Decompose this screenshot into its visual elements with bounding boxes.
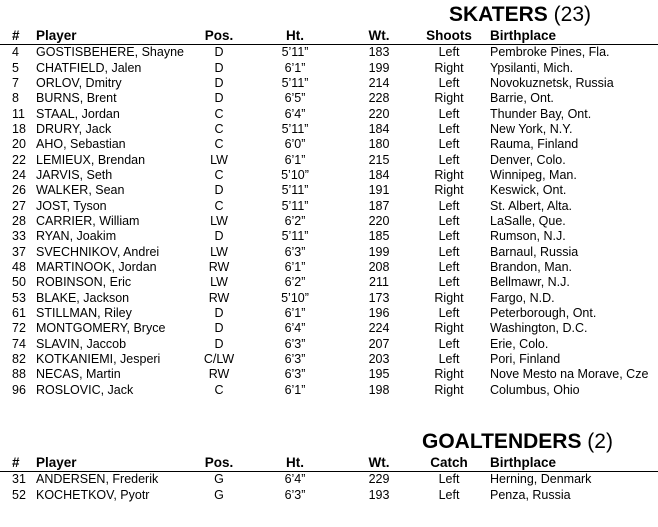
position: LW [210, 275, 228, 290]
player-name: JARVIS, Seth [36, 167, 113, 182]
jersey-number: 50 [12, 275, 26, 290]
header-height: Ht. [240, 455, 350, 472]
player-name: STILLMAN, Riley [36, 306, 132, 321]
birthplace: Keswick, Ont. [490, 183, 567, 198]
skaters-count: (23) [553, 3, 591, 26]
shoots: Left [438, 306, 460, 321]
height: 6’4” [284, 321, 306, 336]
height: 6’2” [284, 275, 306, 290]
height: 6’2” [284, 213, 306, 228]
jersey-number: 18 [12, 121, 26, 136]
jersey-number: 7 [12, 75, 19, 90]
player-name: LEMIEUX, Brendan [36, 152, 146, 167]
birthplace: Herning, Denmark [490, 472, 592, 487]
table-row [0, 214, 658, 229]
table-row [0, 76, 658, 91]
weight: 214 [368, 75, 390, 90]
table-row [0, 275, 658, 290]
player-name: CARRIER, William [36, 213, 140, 228]
birthplace: Thunder Bay, Ont. [490, 106, 592, 121]
height: 6’1” [284, 60, 306, 75]
height: 6’3” [284, 367, 306, 382]
position: D [214, 75, 224, 90]
height: 6’3” [284, 336, 306, 351]
shoots: Left [438, 213, 460, 228]
position: D [214, 336, 224, 351]
height: 5’11” [281, 75, 309, 90]
birthplace: Barrie, Ont. [490, 91, 554, 106]
player-name: MONTGOMERY, Bryce [36, 321, 166, 336]
birthplace: Novokuznetsk, Russia [490, 75, 614, 90]
table-row [0, 183, 658, 198]
jersey-number: 27 [12, 198, 26, 213]
player-name: ROBINSON, Eric [36, 275, 132, 290]
player-name: DRURY, Jack [36, 121, 112, 136]
shoots: Left [438, 198, 460, 213]
jersey-number: 52 [12, 487, 26, 502]
height: 6’3” [284, 352, 306, 367]
weight: 220 [368, 213, 390, 228]
position: RW [208, 367, 230, 382]
goaltenders-table [0, 455, 658, 503]
birthplace: New York, N.Y. [490, 121, 573, 136]
weight: 195 [368, 367, 390, 382]
jersey-number: 61 [12, 306, 26, 321]
position: G [214, 487, 224, 502]
weight: 199 [368, 60, 390, 75]
table-row [0, 60, 658, 75]
header-position: Pos. [198, 28, 240, 45]
position: D [214, 60, 224, 75]
birthplace: Fargo, N.D. [490, 290, 555, 305]
position: D [214, 183, 224, 198]
weight: 183 [368, 45, 390, 60]
height: 5’11” [281, 183, 309, 198]
skaters-title-text: SKATERS [449, 3, 548, 26]
jersey-number: 53 [12, 290, 26, 305]
weight: 196 [368, 306, 390, 321]
shoots: Right [434, 60, 464, 75]
table-row [0, 122, 658, 137]
shoots: Left [438, 137, 460, 152]
shoots: Right [434, 167, 464, 182]
jersey-number: 24 [12, 167, 26, 182]
table-row [0, 291, 658, 306]
table-row [0, 152, 658, 167]
height: 6’0” [284, 137, 306, 152]
jersey-number: 31 [12, 472, 26, 487]
jersey-number: 48 [12, 259, 26, 274]
jersey-number: 8 [12, 91, 19, 106]
player-name: GOSTISBEHERE, Shayne [36, 45, 184, 60]
position: C [214, 137, 224, 152]
table-row [0, 383, 658, 398]
birthplace: Nove Mesto na Morave, Cze [490, 367, 649, 382]
birthplace: Brandon, Man. [490, 259, 572, 274]
position: G [214, 472, 224, 487]
weight: 220 [368, 106, 390, 121]
shoots: Left [438, 106, 460, 121]
weight: 185 [368, 229, 390, 244]
birthplace: Barnaul, Russia [490, 244, 579, 259]
jersey-number: 37 [12, 244, 26, 259]
weight: 191 [368, 183, 390, 198]
weight: 207 [368, 336, 390, 351]
player-name: KOCHETKOV, Pyotr [36, 487, 150, 502]
weight: 211 [369, 275, 389, 290]
player-name: KOTKANIEMI, Jesperi [36, 352, 161, 367]
position: C [214, 106, 224, 121]
table-row [0, 244, 658, 259]
weight: 198 [368, 382, 390, 397]
position: LW [210, 244, 228, 259]
birthplace: Pembroke Pines, Fla. [490, 45, 610, 60]
position: RW [208, 290, 230, 305]
position: C [214, 167, 224, 182]
player-name: NECAS, Martin [36, 367, 121, 382]
birthplace: St. Albert, Alta. [490, 198, 572, 213]
player-name: WALKER, Sean [36, 183, 125, 198]
header-player: Player [36, 455, 198, 472]
birthplace: Rumson, N.J. [490, 229, 566, 244]
header-number: # [0, 455, 36, 472]
height: 5’10” [281, 290, 309, 305]
position: LW [210, 152, 228, 167]
shoots: Left [438, 152, 460, 167]
table-row [0, 229, 658, 244]
table-row [0, 367, 658, 382]
jersey-number: 28 [12, 213, 26, 228]
jersey-number: 96 [12, 382, 26, 397]
position: D [214, 45, 224, 60]
height: 5’11” [281, 45, 309, 60]
player-name: MARTINOOK, Jordan [36, 259, 157, 274]
weight: 224 [368, 321, 390, 336]
shoots: Right [434, 290, 464, 305]
header-birthplace: Birthplace [490, 28, 658, 45]
shoots: Left [438, 472, 460, 487]
header-player: Player [36, 28, 198, 45]
goaltenders-section-title [422, 430, 613, 454]
weight: 203 [368, 352, 390, 367]
shoots: Right [434, 91, 464, 106]
player-name: JOST, Tyson [36, 198, 107, 213]
player-name: ANDERSEN, Frederik [36, 472, 159, 487]
header-number: # [0, 28, 36, 45]
weight: 215 [368, 152, 390, 167]
shoots: Right [434, 183, 464, 198]
position: D [214, 229, 224, 244]
table-row [0, 352, 658, 367]
weight: 199 [368, 244, 390, 259]
skaters-section-title [449, 3, 591, 27]
position: D [214, 91, 224, 106]
player-name: ROSLOVIC, Jack [36, 382, 134, 397]
goaltenders-header-row [0, 455, 658, 472]
table-row [0, 137, 658, 152]
height: 5’11” [281, 121, 309, 136]
jersey-number: 33 [12, 229, 26, 244]
header-weight: Wt. [350, 455, 408, 472]
table-row [0, 321, 658, 336]
table-row [0, 45, 658, 61]
height: 6’1” [284, 306, 306, 321]
jersey-number: 22 [12, 152, 26, 167]
table-row [0, 487, 658, 502]
player-name: BURNS, Brent [36, 91, 117, 106]
player-name: ORLOV, Dmitry [36, 75, 122, 90]
height: 6’1” [284, 259, 306, 274]
birthplace: Penza, Russia [490, 487, 571, 502]
player-name: SVECHNIKOV, Andrei [36, 244, 160, 259]
jersey-number: 26 [12, 183, 26, 198]
player-name: BLAKE, Jackson [36, 290, 130, 305]
position: D [214, 321, 224, 336]
header-height: Ht. [240, 28, 350, 45]
player-name: RYAN, Joakim [36, 229, 117, 244]
weight: 208 [368, 259, 390, 274]
table-row [0, 91, 658, 106]
player-name: SLAVIN, Jaccob [36, 336, 127, 351]
table-row [0, 106, 658, 121]
table-row [0, 168, 658, 183]
weight: 229 [368, 472, 390, 487]
position: C/LW [203, 352, 235, 367]
weight: 184 [368, 121, 390, 136]
shoots: Left [438, 259, 460, 274]
shoots: Left [438, 75, 460, 90]
weight: 173 [368, 290, 390, 305]
position: C [214, 121, 224, 136]
position: D [214, 306, 224, 321]
player-name: STAAL, Jordan [36, 106, 120, 121]
birthplace: Columbus, Ohio [490, 382, 580, 397]
birthplace: Bellmawr, N.J. [490, 275, 570, 290]
height: 5’10” [281, 167, 309, 182]
height: 6’4” [284, 106, 306, 121]
header-catch: Catch [408, 455, 490, 472]
shoots: Left [438, 336, 460, 351]
height: 5’11” [281, 229, 309, 244]
shoots: Right [434, 367, 464, 382]
jersey-number: 20 [12, 137, 26, 152]
jersey-number: 82 [12, 352, 26, 367]
jersey-number: 5 [12, 60, 19, 75]
player-name: CHATFIELD, Jalen [36, 60, 142, 75]
skaters-header-row [0, 28, 658, 45]
height: 6’1” [284, 382, 306, 397]
height: 6’5” [284, 91, 306, 106]
goaltenders-title-text: GOALTENDERS [422, 430, 582, 453]
position: RW [208, 259, 230, 274]
birthplace: LaSalle, Que. [490, 213, 566, 228]
weight: 228 [368, 91, 390, 106]
shoots: Left [438, 275, 460, 290]
birthplace: Peterborough, Ont. [490, 306, 597, 321]
position: C [214, 382, 224, 397]
shoots: Left [438, 121, 460, 136]
table-row [0, 337, 658, 352]
table-row [0, 260, 658, 275]
weight: 193 [368, 487, 390, 502]
shoots: Left [438, 229, 460, 244]
birthplace: Denver, Colo. [490, 152, 566, 167]
jersey-number: 88 [12, 367, 26, 382]
position: C [214, 198, 224, 213]
birthplace: Pori, Finland [490, 352, 561, 367]
height: 6’3” [284, 244, 306, 259]
shoots: Right [434, 321, 464, 336]
header-shoots: Shoots [408, 28, 490, 45]
shoots: Left [438, 487, 460, 502]
table-row [0, 472, 658, 488]
jersey-number: 74 [12, 336, 26, 351]
shoots: Right [434, 382, 464, 397]
birthplace: Rauma, Finland [490, 137, 579, 152]
birthplace: Ypsilanti, Mich. [490, 60, 574, 75]
birthplace: Erie, Colo. [490, 336, 549, 351]
jersey-number: 11 [12, 106, 25, 121]
weight: 184 [368, 167, 390, 182]
skaters-table [0, 28, 658, 398]
height: 5’11” [281, 198, 309, 213]
position: LW [210, 213, 228, 228]
birthplace: Washington, D.C. [490, 321, 588, 336]
shoots: Left [438, 352, 460, 367]
birthplace: Winnipeg, Man. [490, 167, 577, 182]
height: 6’1” [284, 152, 306, 167]
goaltenders-count: (2) [587, 430, 613, 453]
header-weight: Wt. [350, 28, 408, 45]
weight: 180 [368, 137, 390, 152]
table-row [0, 306, 658, 321]
shoots: Left [438, 244, 460, 259]
jersey-number: 4 [12, 45, 19, 60]
header-birthplace: Birthplace [490, 455, 658, 472]
goaltenders-rows [0, 472, 658, 503]
table-row [0, 198, 658, 213]
jersey-number: 72 [12, 321, 26, 336]
player-name: AHO, Sebastian [36, 137, 126, 152]
skaters-rows [0, 45, 658, 398]
weight: 187 [368, 198, 390, 213]
height: 6’3” [284, 487, 306, 502]
height: 6’4” [284, 472, 306, 487]
header-position: Pos. [198, 455, 240, 472]
shoots: Left [438, 45, 460, 60]
